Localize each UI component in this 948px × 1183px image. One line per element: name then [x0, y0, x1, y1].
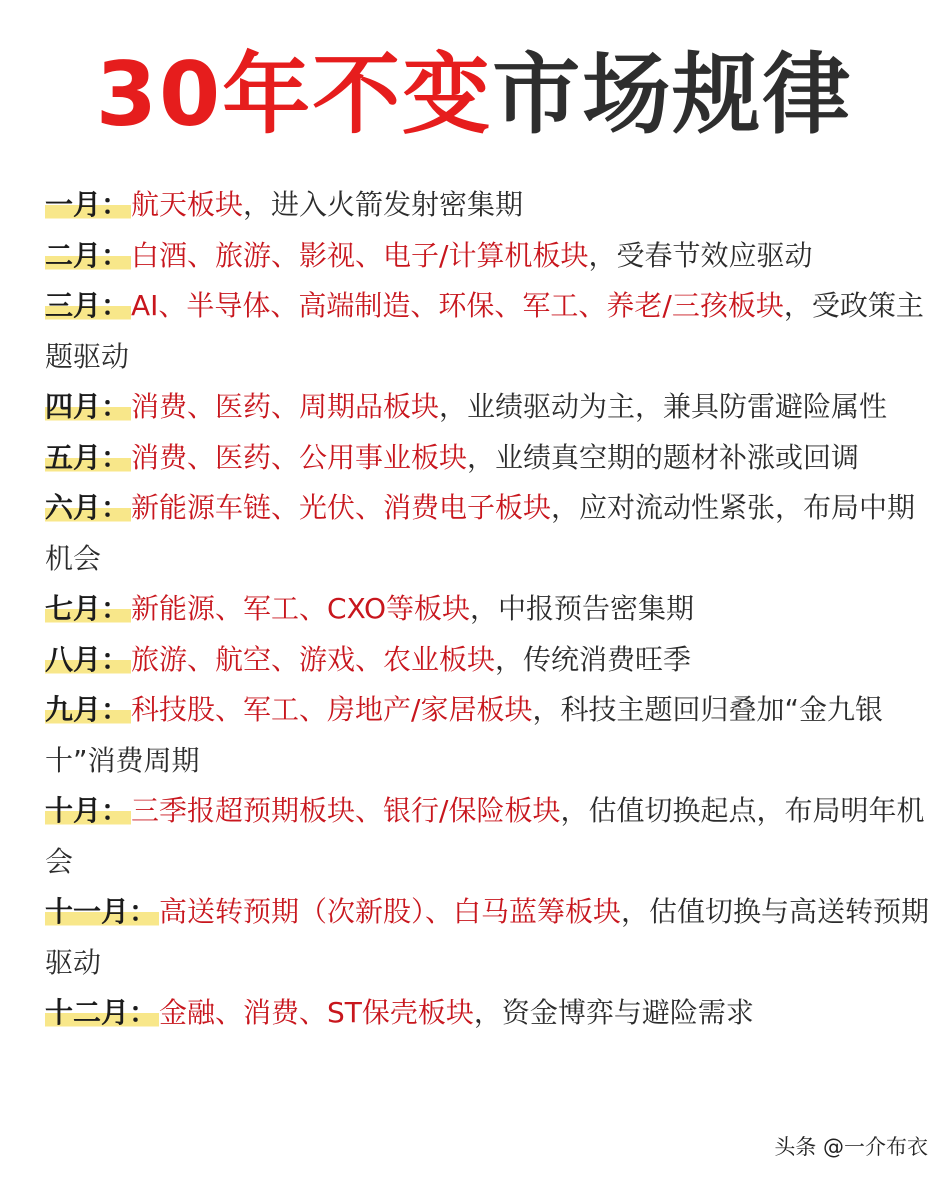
month-sectors: 新能源、军工、CXO等板块	[131, 592, 470, 625]
title-main: 市场规律	[492, 43, 853, 146]
month-sectors: 旅游、航空、游戏、农业板块	[131, 642, 496, 676]
title-highlight: 30年不变	[95, 43, 493, 146]
month-sectors: 消费、医药、公用事业板块	[131, 440, 468, 474]
month-entry-9	[45, 685, 930, 786]
month-description: ，估值切换起点，布局明年机会	[45, 794, 925, 878]
month-label: 十月：	[45, 794, 130, 827]
month-entry-11	[45, 887, 930, 988]
month-description: ，业绩驱动为主，兼具防雷避险属性	[439, 390, 888, 423]
month-label: 八月：	[45, 642, 130, 676]
month-description: ，资金博弈与避险需求	[473, 996, 754, 1029]
month-label: 九月：	[45, 693, 130, 726]
month-sectors: 航天板块	[131, 188, 244, 221]
month-entry-4	[45, 382, 930, 433]
month-entry-2	[45, 231, 930, 282]
month-description: ，受春节效应驱动	[588, 238, 813, 272]
month-description: ，受政策主题驱动	[45, 289, 924, 373]
month-label: 一月：	[45, 188, 130, 221]
month-list	[45, 180, 930, 1039]
month-label: 四月：	[45, 390, 130, 423]
month-sectors: 消费、医药、周期品板块	[131, 390, 440, 423]
month-label: 十一月：	[45, 895, 158, 928]
month-entry-12	[45, 988, 930, 1039]
month-entry-10	[45, 786, 930, 887]
month-entry-3	[45, 281, 930, 382]
month-entry-1	[45, 180, 930, 231]
month-label: 三月：	[45, 289, 130, 322]
month-description: ，业绩真空期的题材补涨或回调	[467, 440, 860, 474]
month-sectors: 高送转预期（次新股）、白马蓝筹板块	[159, 895, 622, 928]
month-sectors: 新能源车链、光伏、消费电子板块	[131, 491, 552, 524]
month-sectors: AI、半导体、高端制造、环保、军工、养老/三孩板块	[131, 289, 784, 322]
month-sectors: 白酒、旅游、影视、电子/计算机板块	[131, 238, 589, 272]
month-entry-6	[45, 483, 930, 584]
month-entry-7	[45, 584, 930, 635]
month-sectors: 三季报超预期板块、银行/保险板块	[131, 794, 561, 827]
watermark: 头条 @一介布衣	[774, 1135, 928, 1159]
month-sectors: 科技股、军工、房地产/家居板块	[131, 693, 533, 726]
month-label: 七月：	[45, 592, 130, 625]
month-label: 六月：	[45, 491, 130, 524]
month-label: 十二月：	[45, 996, 158, 1029]
month-description: ，科技主题回归叠加“金九银十”消费周期	[45, 693, 883, 777]
month-description: ，估值切换与高送转预期驱动	[45, 895, 930, 979]
month-entry-8	[45, 635, 930, 686]
month-description: ，应对流动性紧张，布局中期机会	[45, 491, 916, 575]
month-sectors: 金融、消费、ST保壳板块	[159, 996, 474, 1029]
month-entry-5	[45, 433, 930, 484]
month-label: 二月：	[45, 238, 130, 272]
month-description: ，中报预告密集期	[470, 592, 695, 625]
month-description: ，传统消费旺季	[495, 642, 692, 676]
month-label: 五月：	[45, 440, 130, 474]
page-title	[0, 40, 948, 150]
month-description: ，进入火箭发射密集期	[243, 188, 524, 221]
